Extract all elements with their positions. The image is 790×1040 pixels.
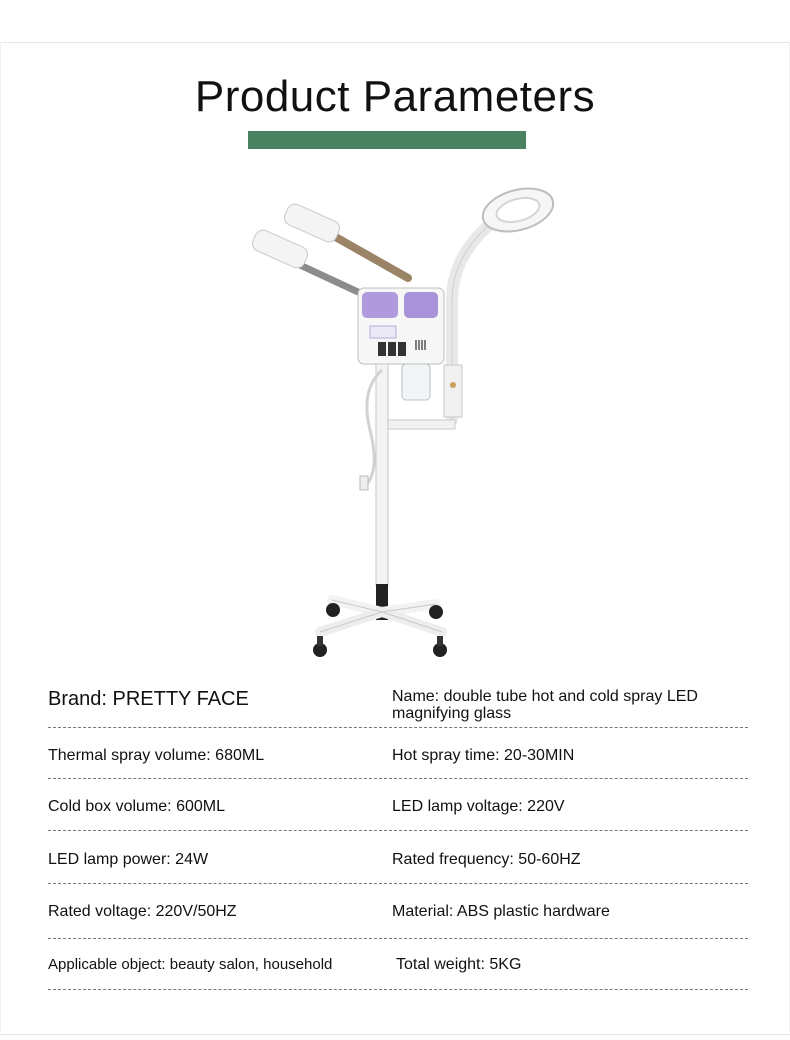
spec-applicable-object: Applicable object: beauty salon, household xyxy=(48,956,333,973)
spec-led-lamp-power: LED lamp power: 24W xyxy=(48,851,209,868)
row-divider xyxy=(48,883,748,884)
spec-brand: Brand: PRETTY FACE xyxy=(48,688,249,710)
spec-cold-box-volume: Cold box volume: 600ML xyxy=(48,798,225,815)
spec-rated-frequency: Rated frequency: 50-60HZ xyxy=(392,851,581,868)
row-divider xyxy=(48,989,748,990)
spec-material: Material: ABS plastic hardware xyxy=(392,903,610,920)
page-title: Product Parameters xyxy=(194,72,596,121)
spec-hot-spray-time: Hot spray time: 20-30MIN xyxy=(392,747,575,764)
spec-rated-voltage: Rated voltage: 220V/50HZ xyxy=(48,903,237,920)
left-frame-line xyxy=(0,42,1,1032)
facial-steamer-with-magnifying-lamp-icon xyxy=(240,180,570,670)
row-divider xyxy=(48,938,748,939)
row-divider xyxy=(48,727,748,728)
spec-total-weight: Total weight: 5KG xyxy=(396,956,522,973)
bottom-frame-line xyxy=(0,1034,790,1035)
top-frame-line xyxy=(0,42,790,43)
spec-led-lamp-voltage: LED lamp voltage: 220V xyxy=(392,798,565,815)
spec-name: Name: double tube hot and cold spray LED magnifying glass xyxy=(392,688,698,722)
spec-thermal-spray-volume: Thermal spray volume: 680ML xyxy=(48,747,265,764)
product-image xyxy=(240,180,570,670)
row-divider xyxy=(48,830,748,831)
title-underline-bar xyxy=(248,131,526,149)
row-divider xyxy=(48,778,748,779)
